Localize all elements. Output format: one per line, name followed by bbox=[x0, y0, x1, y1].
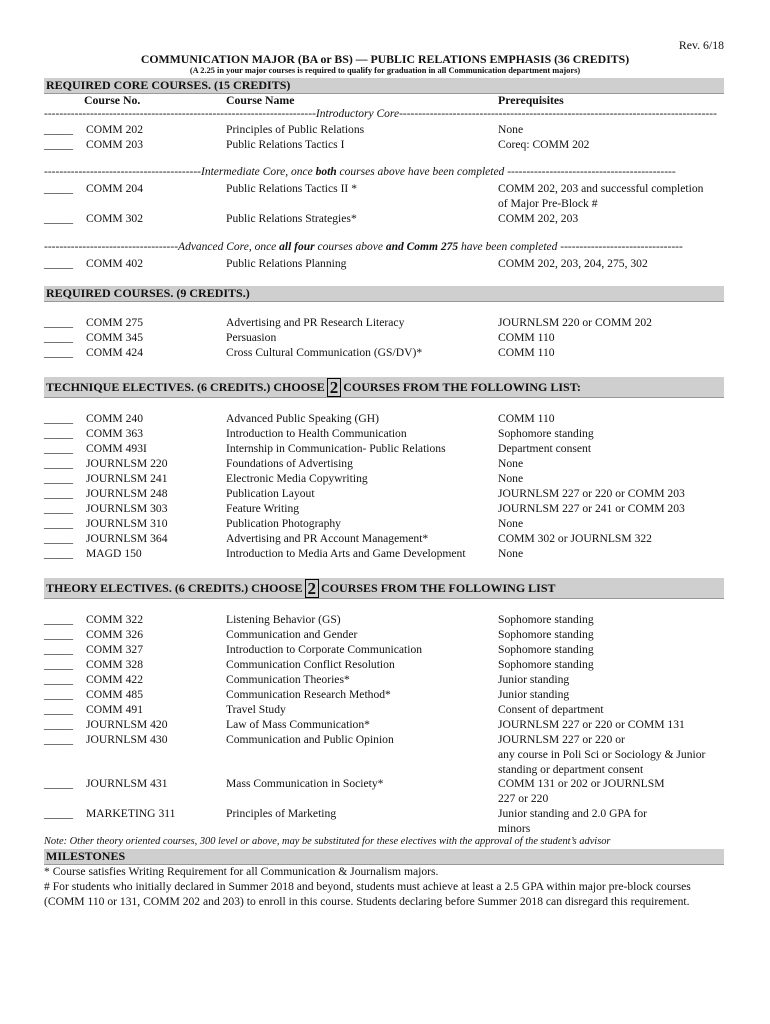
course-prereq: COMM 110 bbox=[498, 412, 555, 425]
table-row bbox=[44, 212, 724, 227]
technique-choose-count: 2 bbox=[327, 378, 342, 397]
course-name: Feature Writing bbox=[226, 502, 300, 515]
course-name: Law of Mass Communication* bbox=[226, 718, 370, 731]
check-blank[interactable]: _____ bbox=[44, 718, 73, 731]
course-name: Advanced Public Speaking (GH) bbox=[226, 412, 379, 425]
course-prereq: Junior standing bbox=[498, 673, 570, 686]
course-no: COMM 491 bbox=[86, 703, 144, 716]
theory-heading-a: THEORY ELECTIVES. (6 CREDITS.) CHOOSE bbox=[46, 580, 303, 595]
course-no: MARKETING 311 bbox=[86, 807, 176, 820]
technique-heading-a: TECHNIQUE ELECTIVES. (6 CREDITS.) CHOOSE bbox=[46, 379, 325, 394]
course-no: COMM 422 bbox=[86, 673, 144, 686]
check-blank[interactable]: _____ bbox=[44, 331, 73, 344]
page-title: COMMUNICATION MAJOR (BA or BS) — PUBLIC RELATIONS EMPHASIS (36 CREDITS) bbox=[140, 52, 630, 66]
course-no: COMM 240 bbox=[86, 412, 144, 425]
course-prereq: JOURNLSM 227 or 241 or COMM 203 bbox=[498, 502, 685, 515]
table-row bbox=[44, 442, 724, 457]
table-row bbox=[44, 613, 724, 628]
inter-label-b: both bbox=[315, 166, 337, 178]
table-row bbox=[44, 457, 724, 472]
course-prereq: None bbox=[498, 457, 524, 470]
advanced-core-divider: -----------------------------------Advanced Core, once all four courses above and Comm 275 have been completed -------------------------------- bbox=[44, 241, 683, 253]
course-no: COMM 203 bbox=[86, 138, 144, 151]
check-blank[interactable]: _____ bbox=[44, 502, 73, 515]
course-prereq: Sophomore standing bbox=[498, 613, 594, 626]
course-name: Public Relations Strategies* bbox=[226, 212, 357, 225]
course-prereq: COMM 202, 203 bbox=[498, 212, 579, 225]
course-prereq: COMM 131 or 202 or JOURNLSM bbox=[498, 777, 665, 790]
check-blank[interactable]: _____ bbox=[44, 733, 73, 746]
course-name: Persuasion bbox=[226, 331, 277, 344]
table-row bbox=[44, 331, 724, 346]
table-row bbox=[44, 703, 724, 718]
course-name: Public Relations Tactics I bbox=[226, 138, 345, 151]
course-no: JOURNLSM 430 bbox=[86, 733, 168, 746]
course-no: COMM 322 bbox=[86, 613, 144, 626]
table-row-continued bbox=[44, 822, 724, 837]
theory-choose-count: 2 bbox=[305, 579, 320, 598]
course-name: Communication Theories* bbox=[226, 673, 350, 686]
adv-label-e: have been completed bbox=[458, 241, 558, 253]
check-blank[interactable]: _____ bbox=[44, 472, 73, 485]
course-prereq: JOURNLSM 220 or COMM 202 bbox=[498, 316, 652, 329]
check-blank[interactable]: _____ bbox=[44, 613, 73, 626]
table-row bbox=[44, 487, 724, 502]
course-no: COMM 326 bbox=[86, 628, 144, 641]
col-course-name: Course Name bbox=[226, 93, 295, 107]
table-row-continued bbox=[44, 748, 724, 763]
course-prereq: COMM 202, 203 and successful completion bbox=[498, 182, 704, 195]
table-row bbox=[44, 123, 724, 138]
table-row bbox=[44, 532, 724, 547]
table-row-continued bbox=[44, 763, 724, 778]
milestone-gpa-requirement: # For students who initially declared in Summer 2018 and beyond, students must achieve at least a 2.5 GPA within major pre-block courses (COMM 110 or 131, COMM 202 and 203) to enroll in this course. Students declaring before Summer 2018 can disregard this requirement. bbox=[44, 880, 691, 908]
theory-heading bbox=[44, 578, 724, 599]
check-blank[interactable]: _____ bbox=[44, 138, 73, 151]
check-blank[interactable]: _____ bbox=[44, 517, 73, 530]
check-blank[interactable]: _____ bbox=[44, 658, 73, 671]
course-prereq: JOURNLSM 227 or 220 or bbox=[498, 733, 625, 746]
course-prereq: Junior standing and 2.0 GPA for bbox=[498, 807, 648, 820]
course-name: Advertising and PR Account Management* bbox=[226, 532, 429, 545]
technique-heading-b: COURSES FROM THE FOLLOWING LIST: bbox=[343, 379, 581, 394]
core-heading: REQUIRED CORE COURSES. (15 CREDITS) bbox=[44, 78, 724, 94]
table-row bbox=[44, 733, 724, 748]
course-name: Introduction to Media Arts and Game Development bbox=[226, 547, 466, 560]
course-prereq: None bbox=[498, 123, 524, 136]
table-row bbox=[44, 316, 724, 331]
adv-label-b: all four bbox=[279, 241, 315, 253]
course-name: Public Relations Tactics II * bbox=[226, 182, 357, 195]
course-prereq: COMM 202, 203, 204, 275, 302 bbox=[498, 257, 648, 270]
col-course-no: Course No. bbox=[84, 93, 141, 107]
course-name: Mass Communication in Society* bbox=[226, 777, 384, 790]
course-no: JOURNLSM 220 bbox=[86, 457, 168, 470]
course-no: COMM 363 bbox=[86, 427, 144, 440]
course-no: COMM 493I bbox=[86, 442, 147, 455]
check-blank[interactable]: _____ bbox=[44, 182, 73, 195]
intro-core-label: Introductory Core bbox=[315, 108, 400, 120]
check-blank[interactable]: _____ bbox=[44, 487, 73, 500]
milestones-heading: MILESTONES bbox=[44, 849, 724, 865]
course-no: COMM 424 bbox=[86, 346, 144, 359]
course-no: COMM 302 bbox=[86, 212, 144, 225]
inter-label-a: Intermediate Core, once bbox=[201, 166, 316, 178]
course-no: JOURNLSM 420 bbox=[86, 718, 168, 731]
course-prereq: Consent of department bbox=[498, 703, 604, 716]
course-prereq: Sophomore standing bbox=[498, 427, 594, 440]
course-prereq: Sophomore standing bbox=[498, 658, 594, 671]
table-row bbox=[44, 643, 724, 658]
table-row bbox=[44, 658, 724, 673]
course-prereq: Sophomore standing bbox=[498, 643, 594, 656]
adv-label-c: courses above bbox=[314, 241, 386, 253]
check-blank[interactable]: _____ bbox=[44, 777, 73, 790]
course-prereq-cont: minors bbox=[498, 822, 531, 835]
table-row bbox=[44, 777, 724, 792]
table-row bbox=[44, 628, 724, 643]
theory-heading-b: COURSES FROM THE FOLLOWING LIST bbox=[321, 580, 556, 595]
course-no: COMM 345 bbox=[86, 331, 144, 344]
milestone-writing-requirement: * Course satisfies Writing Requirement for all Communication & Journalism majors. bbox=[44, 865, 439, 878]
course-name: Electronic Media Copywriting bbox=[226, 472, 368, 485]
table-row-continued bbox=[44, 197, 724, 212]
course-no: COMM 402 bbox=[86, 257, 144, 270]
course-prereq: Coreq: COMM 202 bbox=[498, 138, 590, 151]
course-name: Communication Conflict Resolution bbox=[226, 658, 395, 671]
check-blank[interactable]: _____ bbox=[44, 688, 73, 701]
course-name: Communication and Gender bbox=[226, 628, 358, 641]
course-name: Foundations of Advertising bbox=[226, 457, 353, 470]
course-prereq: JOURNLSM 227 or 220 or COMM 131 bbox=[498, 718, 685, 731]
table-row bbox=[44, 688, 724, 703]
course-no: COMM 327 bbox=[86, 643, 144, 656]
check-blank[interactable]: _____ bbox=[44, 703, 73, 716]
adv-label-a: Advanced Core, once bbox=[178, 241, 280, 253]
course-no: COMM 485 bbox=[86, 688, 144, 701]
check-blank[interactable]: _____ bbox=[44, 457, 73, 470]
course-name: Publication Photography bbox=[226, 517, 341, 530]
table-row bbox=[44, 807, 724, 822]
table-row bbox=[44, 718, 724, 733]
table-row bbox=[44, 346, 724, 361]
course-no: COMM 202 bbox=[86, 123, 144, 136]
course-prereq-cont: standing or department consent bbox=[498, 763, 644, 776]
table-row-continued bbox=[44, 792, 724, 807]
course-prereq: COMM 302 or JOURNLSM 322 bbox=[498, 532, 652, 545]
course-name: Communication and Public Opinion bbox=[226, 733, 394, 746]
course-name: Principles of Marketing bbox=[226, 807, 337, 820]
check-blank[interactable]: _____ bbox=[44, 257, 73, 270]
table-row bbox=[44, 517, 724, 532]
course-prereq-cont: any course in Poli Sci or Sociology & Junior bbox=[498, 748, 706, 761]
course-prereq: JOURNLSM 227 or 220 or COMM 203 bbox=[498, 487, 685, 500]
course-prereq: None bbox=[498, 472, 524, 485]
check-blank[interactable]: _____ bbox=[44, 316, 73, 329]
intro-core-divider: -----------------------------------------------------------------------Introductory Core----------------------------------------------------------------------------------- bbox=[44, 108, 717, 120]
course-name: Internship in Communication- Public Relations bbox=[226, 442, 446, 455]
course-no: COMM 275 bbox=[86, 316, 144, 329]
required-heading: REQUIRED COURSES. (9 CREDITS.) bbox=[44, 286, 724, 302]
course-no: JOURNLSM 303 bbox=[86, 502, 168, 515]
course-prereq: None bbox=[498, 517, 524, 530]
check-blank[interactable]: _____ bbox=[44, 643, 73, 656]
check-blank[interactable]: _____ bbox=[44, 346, 73, 359]
course-no: JOURNLSM 310 bbox=[86, 517, 168, 530]
table-row bbox=[44, 427, 724, 442]
table-row bbox=[44, 257, 724, 272]
course-prereq: None bbox=[498, 547, 524, 560]
check-blank[interactable]: _____ bbox=[44, 532, 73, 545]
course-no: COMM 204 bbox=[86, 182, 144, 195]
technique-heading bbox=[44, 377, 724, 398]
table-row bbox=[44, 547, 724, 562]
revision-date: Rev. 6/18 bbox=[678, 38, 724, 52]
course-no: COMM 328 bbox=[86, 658, 144, 671]
check-blank[interactable]: _____ bbox=[44, 412, 73, 425]
check-blank[interactable]: _____ bbox=[44, 442, 73, 455]
course-prereq: COMM 110 bbox=[498, 346, 555, 359]
col-prerequisites: Prerequisites bbox=[498, 93, 564, 107]
course-prereq: Sophomore standing bbox=[498, 628, 594, 641]
check-blank[interactable]: _____ bbox=[44, 547, 73, 560]
course-no: JOURNLSM 241 bbox=[86, 472, 168, 485]
course-no: JOURNLSM 431 bbox=[86, 777, 168, 790]
course-name: Public Relations Planning bbox=[226, 257, 347, 270]
check-blank[interactable]: _____ bbox=[44, 628, 73, 641]
adv-label-d: and Comm 275 bbox=[385, 241, 459, 253]
table-row bbox=[44, 412, 724, 427]
table-row bbox=[44, 182, 724, 197]
table-row bbox=[44, 472, 724, 487]
course-name: Cross Cultural Communication (GS/DV)* bbox=[226, 346, 423, 359]
page-subtitle: (A 2.25 in your major courses is required to qualify for graduation in all Communication department majors) bbox=[189, 66, 581, 75]
course-name: Introduction to Corporate Communication bbox=[226, 643, 423, 656]
table-row bbox=[44, 138, 724, 153]
check-blank[interactable]: _____ bbox=[44, 212, 73, 225]
course-no: JOURNLSM 248 bbox=[86, 487, 168, 500]
course-no: JOURNLSM 364 bbox=[86, 532, 168, 545]
check-blank[interactable]: _____ bbox=[44, 427, 73, 440]
course-name: Travel Study bbox=[226, 703, 286, 716]
intermediate-core-divider: -----------------------------------------Intermediate Core, once both courses above have been completed -------------------------------------------- bbox=[44, 166, 676, 178]
table-row bbox=[44, 673, 724, 688]
course-prereq: Junior standing bbox=[498, 688, 570, 701]
course-name: Publication Layout bbox=[226, 487, 315, 500]
table-row bbox=[44, 502, 724, 517]
course-prereq-cont: of Major Pre-Block # bbox=[498, 197, 598, 210]
check-blank[interactable]: _____ bbox=[44, 123, 73, 136]
course-prereq: COMM 110 bbox=[498, 331, 555, 344]
course-prereq-cont: 227 or 220 bbox=[498, 792, 549, 805]
course-name: Communication Research Method* bbox=[226, 688, 391, 701]
check-blank[interactable]: _____ bbox=[44, 673, 73, 686]
inter-label-c: courses above have been completed bbox=[336, 166, 505, 178]
course-name: Principles of Public Relations bbox=[226, 123, 365, 136]
theory-note: Note: Other theory oriented courses, 300 level or above, may be substituted for these electives with the approval of the student’s advisor bbox=[44, 836, 611, 847]
course-prereq: Department consent bbox=[498, 442, 592, 455]
course-name: Listening Behavior (GS) bbox=[226, 613, 341, 626]
course-no: MAGD 150 bbox=[86, 547, 142, 560]
check-blank[interactable]: _____ bbox=[44, 807, 73, 820]
course-name: Advertising and PR Research Literacy bbox=[226, 316, 405, 329]
course-name: Introduction to Health Communication bbox=[226, 427, 407, 440]
